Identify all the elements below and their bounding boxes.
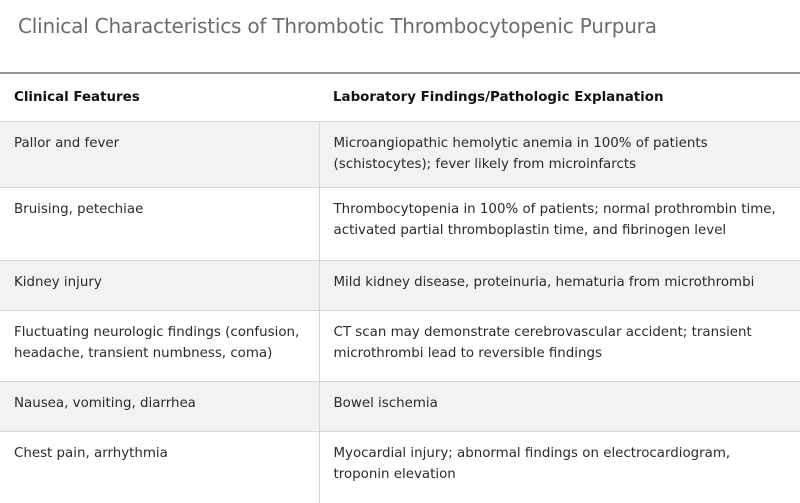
feature-cell: Fluctuating neurologic findings (confusion, headache, transient numbness, coma) — [14, 324, 300, 361]
feature-cell: Bruising, petechiae — [14, 201, 144, 217]
finding-cell: Bowel ischemia — [319, 381, 800, 431]
table-row — [0, 381, 800, 431]
table-header-row — [0, 73, 800, 121]
feature-cell: Kidney injury — [0, 260, 319, 310]
finding-cell: Thrombocytopenia in 100% of patients; normal prothrombin time, activated partial thromboplastin time, and fibrinogen level — [319, 187, 800, 260]
header-clinical-features: Clinical Features — [14, 89, 140, 105]
header-laboratory-findings: Laboratory Findings/Pathologic Explanation — [333, 89, 664, 105]
table-row — [0, 431, 800, 503]
feature-cell: Nausea, vomiting, diarrhea — [0, 381, 319, 431]
table-row — [0, 310, 800, 381]
finding-cell: CT scan may demonstrate cerebrovascular accident; transient microthrombi lead to reversible findings — [319, 310, 800, 381]
finding-cell: Microangiopathic hemolytic anemia in 100% of patients (schistocytes); fever likely from microinfarcts — [319, 121, 800, 187]
clinical-table — [0, 72, 800, 503]
table-row — [0, 121, 800, 187]
feature-cell: Chest pain, arrhythmia — [14, 445, 168, 461]
finding-cell: Myocardial injury; abnormal findings on electrocardiogram, troponin elevation — [319, 431, 800, 503]
table-title: Clinical Characteristics of Thrombotic Thrombocytopenic Purpura — [18, 14, 657, 38]
finding-cell: Mild kidney disease, proteinuria, hematuria from microthrombi — [319, 260, 800, 310]
table-row — [0, 260, 800, 310]
feature-cell: Pallor and fever — [0, 121, 319, 187]
table-row — [0, 187, 800, 260]
